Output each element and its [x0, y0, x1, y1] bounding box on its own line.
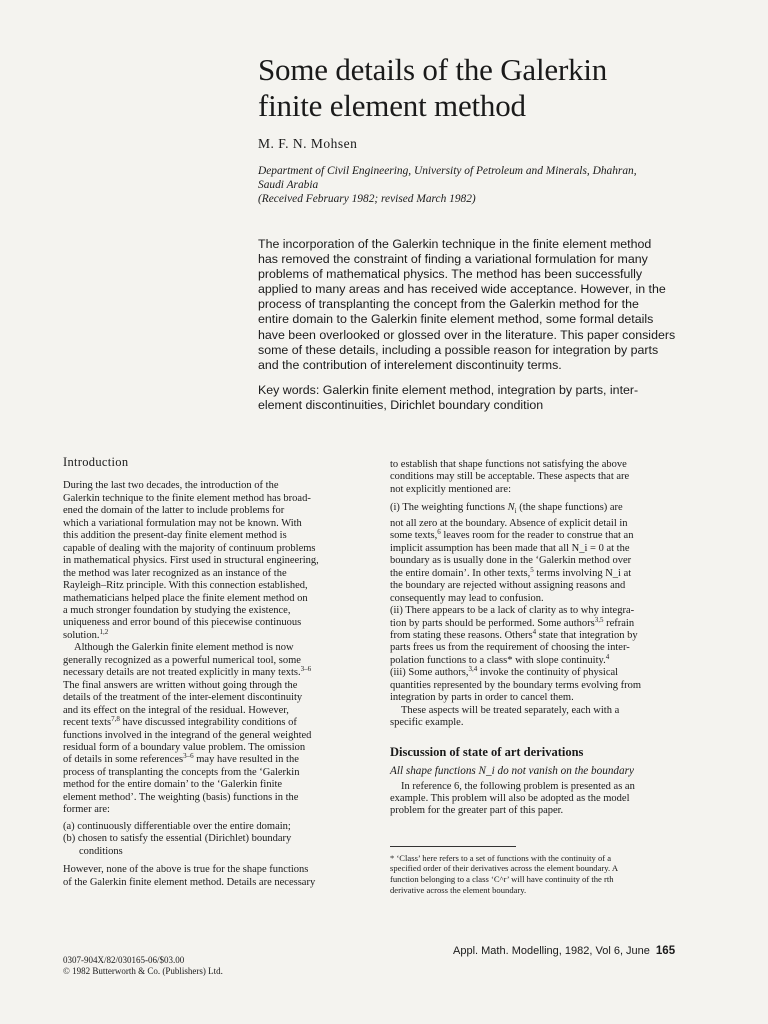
abstract-line: some of these details, including a possible reason for integration by parts: [258, 342, 659, 357]
body-line: Galerkin technique to the finite element method has broad-: [63, 492, 311, 504]
issn-code: 0307-904X/82/030165-06/$03.00: [63, 955, 185, 965]
body-text: invoke the continuity of physical: [477, 667, 619, 679]
footnote-line: function belonging to a class ‘C^r’ will have continuity of the rth: [390, 874, 614, 885]
body-line: parts frees us from the requirement of choosing the inter-: [390, 642, 630, 654]
list-item-continued: conditions: [79, 845, 123, 857]
keywords: [258, 383, 713, 413]
body-text: some texts,: [390, 530, 438, 542]
body-line: and its effect on the integral of the residual. However,: [63, 704, 289, 716]
body-line: not all zero at the boundary. Absence of explicit detail in: [390, 517, 628, 529]
body-line: [390, 627, 715, 642]
body-line: conditions may still be acceptable. These aspects that are: [390, 471, 630, 483]
body-line: quantities represented by the boundary terms evolving from: [390, 679, 642, 691]
body-line: However, none of the above is true for the shape functions: [63, 864, 309, 876]
abstract-line: process of transplanting the concept from the Galerkin method for the: [258, 297, 639, 312]
body-line: of the Galerkin finite element method. Details are necessary: [63, 876, 316, 888]
body-text: necessary details are not treated explicitly in many texts.: [63, 667, 301, 679]
section-heading-discussion: Discussion of state of art derivations: [390, 744, 584, 759]
citation-ref: 5: [530, 565, 534, 574]
body-text: (i) The weighting functions: [390, 502, 508, 514]
author-name: M. F. N. Mohsen: [258, 136, 358, 151]
citation-ref: 4: [605, 652, 610, 661]
body-line: process of transplanting the concepts from the ‘Galerkin: [63, 766, 300, 778]
article-title: [258, 52, 728, 124]
body-line: problem for the greater part of this paper.: [390, 805, 564, 817]
body-line: the method was later recognized as an instance of the: [63, 567, 287, 579]
body-line: These aspects will be treated separately, each with a: [401, 704, 620, 716]
body-line: In reference 6, the following problem is presented as an: [401, 780, 635, 792]
subsection-heading: All shape functions N_i do not vanish on the boundary: [390, 765, 634, 778]
body-line: details of the treatment of the inter-element discontinuity: [63, 692, 303, 704]
body-line: [63, 717, 373, 729]
received-dates: (Received February 1982; revised March 1982): [258, 193, 476, 205]
section-heading-introduction: Introduction: [63, 455, 129, 469]
citation-ref: 7,8: [111, 715, 120, 724]
abstract-line: have been overlooked or glossed over in the literature. This paper considers: [258, 327, 676, 342]
footnote: [390, 853, 715, 895]
body-line: element method’. The weighting (basis) functions in the: [63, 791, 299, 803]
body-text: polation functions to a class* with slope continuity.: [390, 654, 606, 666]
body-text: (the shape functions) are: [516, 502, 623, 514]
abstract-line: applied to many areas and has received wide acceptance. However, in the: [258, 282, 666, 297]
body-line: [390, 667, 715, 679]
variable: N: [507, 502, 515, 514]
list-item: (b) chosen to satisfy the essential (Dirichlet) boundary: [63, 833, 292, 845]
body-line: method for the entire domain’ to the ‘Galerkin finite: [63, 779, 283, 791]
body-line: [63, 754, 373, 766]
body-line: During the last two decades, the introduction of the: [63, 480, 279, 492]
body-line: [390, 502, 715, 518]
body-line: former are:: [63, 804, 110, 816]
body-text: tion by parts should be performed. Some authors: [390, 617, 595, 629]
abstract-line: problems of mathematical physics. The method has been successfully: [258, 267, 643, 282]
journal-citation: Appl. Math. Modelling, 1982, Vol 6, June: [453, 945, 650, 957]
body-text: leaves room for the reader to construe that an: [440, 530, 634, 542]
body-text: state that integration by: [536, 629, 638, 641]
body-text: (iii) Some authors,: [390, 667, 469, 679]
footnote-line: * ‘Class’ here refers to a set of functions with the continuity of a: [390, 852, 612, 863]
subscript: i: [514, 507, 517, 516]
body-text: from stating these reasons. Others: [390, 629, 533, 641]
body-line: to establish that shape functions not satisfying the above: [390, 459, 627, 470]
body-line: in mathematical physics. First used in structural engineering,: [63, 555, 319, 567]
body-line: this addition the present-day finite element method is: [63, 530, 287, 542]
citation-ref: 1,2: [99, 627, 109, 636]
right-column: [390, 459, 715, 895]
citation-ref: 3–6: [183, 752, 194, 761]
body-line: [63, 627, 373, 642]
body-line: mathematicians helped place the finite element method on: [63, 592, 308, 604]
body-text: solution.: [63, 629, 100, 641]
citation-ref: 4: [532, 627, 537, 636]
body-line: integration by parts in order to cancel them.: [390, 692, 574, 704]
body-text: terms involving N_i at: [533, 567, 632, 579]
body-line: consequently may lead to confusion.: [390, 592, 544, 604]
body-line: residual form of a boundary value problem. The omission: [63, 741, 306, 753]
body-line: which a variational formulation may not be known. With: [63, 517, 302, 529]
abstract: [258, 237, 713, 373]
body-line: a much stronger foundation by studying the existence,: [63, 604, 291, 616]
list-item: (a) continuously differentiable over the entire domain;: [63, 820, 291, 832]
left-column: [63, 456, 373, 889]
body-text: have discussed integrability conditions of: [119, 717, 297, 729]
body-line: the boundary are rejected without assigning reasons and: [390, 580, 626, 592]
body-text: may have resulted in the: [193, 754, 299, 766]
page-number: 165: [655, 945, 676, 957]
affiliation: [258, 164, 658, 206]
body-line: [63, 667, 373, 679]
affiliation-line: Department of Civil Engineering, University of Petroleum and Minerals, Dhahran,: [258, 165, 637, 177]
publisher-footer: [63, 955, 223, 977]
citation-ref: 6: [437, 528, 441, 537]
copyright: © 1982 Butterworth & Co. (Publishers) Ltd.: [63, 966, 223, 976]
body-line: specific example.: [390, 717, 464, 729]
journal-footer: [453, 945, 675, 957]
body-text: the entire domain’. In other texts,: [390, 567, 531, 579]
body-line: Although the Galerkin finite element method is now: [74, 642, 294, 654]
body-line: generally recognized as a powerful numerical tool, some: [63, 654, 301, 666]
body-line: (ii) There appears to be a lack of clarity as to why integra-: [390, 605, 635, 617]
body-line: capable of dealing with the majority of continuum problems: [63, 542, 316, 554]
body-line: boundary as is usually done in the ‘Galerkin method over: [390, 555, 632, 567]
body-text: of details in some references: [63, 754, 184, 766]
abstract-line: and the contribution of interelement discontinuity terms.: [258, 357, 562, 372]
footnote-line: derivative across the element boundary.: [390, 884, 527, 895]
citation-ref: 3–6: [300, 665, 312, 674]
body-line: not explicitly mentioned are:: [390, 483, 512, 495]
abstract-line: has removed the constraint of finding a variational formulation for many: [258, 252, 648, 267]
abstract-line: entire domain to the Galerkin finite element method, some formal details: [258, 312, 654, 327]
keywords-line: Key words: Galerkin finite element method, integration by parts, inter-: [258, 383, 639, 397]
keywords-line: element discontinuities, Dirichlet boundary condition: [258, 398, 544, 413]
body-text: recent texts: [63, 717, 112, 729]
body-text: refrain: [603, 617, 635, 629]
footnote-line: specified order of their derivatives across the element boundary. A: [390, 863, 619, 874]
footnote-divider: [390, 846, 516, 847]
body-line: Rayleigh–Ritz principle. With this connection established,: [63, 580, 308, 592]
citation-ref: 3,4: [468, 665, 478, 674]
body-line: [390, 652, 715, 667]
title-line: Some details of the Galerkin: [258, 52, 608, 87]
body-line: [390, 530, 715, 542]
affiliation-line: Saudi Arabia: [258, 179, 319, 191]
body-line: uniqueness and error bound of this piecewise continuous: [63, 617, 302, 629]
body-line: example. This problem will also be adopted as the model: [390, 792, 630, 804]
body-line: functions involved in the integrand of the general weighted: [63, 729, 312, 741]
body-line: ened the domain of the latter to include problems for: [63, 505, 285, 517]
citation-ref: 3,5: [594, 615, 604, 624]
title-line: finite element method: [258, 88, 526, 123]
body-line: The final answers are written without going through the: [63, 679, 298, 691]
body-line: [390, 565, 715, 580]
body-line: [390, 615, 715, 630]
body-line: implicit assumption has been made that all N_i = 0 at the: [390, 542, 630, 554]
abstract-line: The incorporation of the Galerkin technique in the finite element method: [258, 237, 652, 251]
